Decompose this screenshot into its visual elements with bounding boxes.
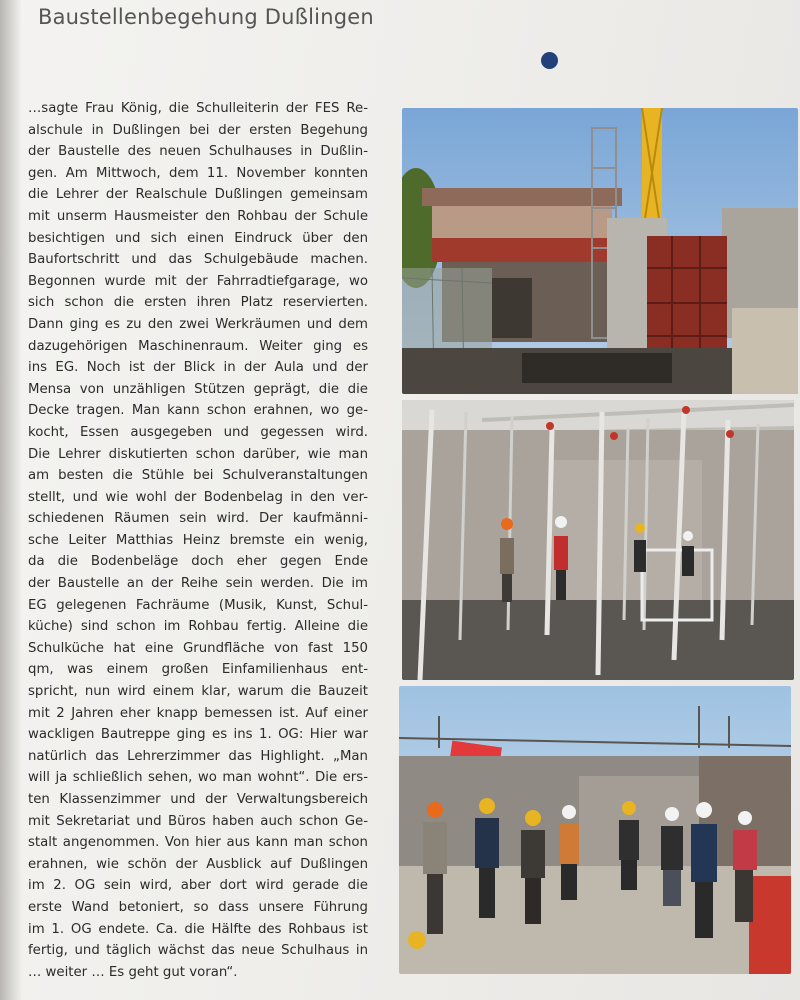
- article-line: Decke tragen. Man kann schon erahnen, wo ge-: [28, 403, 368, 419]
- article-line: schiedenen Räumen sein wird. Der kaufmänni-: [28, 511, 368, 527]
- article-line: am besten die Stühle bei Schulveranstaltungen: [28, 468, 368, 484]
- article-line: sich schon die ersten ihren Platz reservierten.: [28, 295, 368, 311]
- article-line: Baufortschritt und das Schulgebäude machen.: [28, 252, 368, 268]
- article-line: Begonnen wurde mit der Fahrradtiefgarage, wo: [28, 273, 368, 289]
- article-line: Schulküche hat eine Grundfläche von fast 150: [28, 640, 368, 656]
- article-line: die Lehrer der Realschule Dußlingen gemeinsam: [28, 187, 368, 203]
- construction-site-photo: [402, 108, 798, 394]
- article-line: stalt angenommen. Von hier aus kann man schon: [28, 835, 368, 851]
- article-line: der Baustelle des neuen Schulhauses in Dußlin-: [28, 144, 368, 160]
- teachers-group-photo: [399, 686, 791, 974]
- article-text: [28, 98, 368, 983]
- article-line: ins EG. Noch ist der Blick in der Aula und der: [28, 360, 368, 376]
- page-binding-shadow: [0, 0, 22, 1000]
- article-line: will ja schließlich sehen, wo man wohnt“. Die ers-: [28, 770, 368, 786]
- article-line: da die Bodenbeläge doch eher gegen Ende: [28, 554, 368, 570]
- article-line: alschule in Dußlingen bei der ersten Begehung: [28, 122, 368, 138]
- article-line: der Baustelle an der Reihe sein werden. Die im: [28, 576, 368, 592]
- article-line: kocht, Essen ausgegeben und gegessen wird.: [28, 424, 368, 440]
- article-line: fertig, und täglich wächst das neue Schulhaus in: [28, 943, 368, 959]
- article-line: natürlich das Lehrerzimmer das Highlight. „Man: [28, 748, 368, 764]
- article-line: Die Lehrer diskutierten schon darüber, wie man: [28, 446, 368, 462]
- article-line: sche Leiter Matthias Heinz bremste ein wenig,: [28, 532, 368, 548]
- article-line: Mensa von unzähligen Stützen geprägt, die die: [28, 381, 368, 397]
- article-line: im 2. OG sein wird, aber dort wird gerade die: [28, 878, 368, 894]
- article-line: ten Klassenzimmer und der Verwaltungsbereich: [28, 792, 368, 807]
- article-line: erahnen, wie schön der Ausblick auf Dußlingen: [28, 856, 368, 872]
- article-line: … weiter … Es geht gut voran“.: [28, 964, 238, 980]
- decorative-dot: [541, 52, 558, 69]
- article-line: dazugehörigen Maschinenraum. Weiter ging es: [28, 338, 368, 354]
- article-line: küche) sind schon im Rohbau fertig. Alleine die: [28, 619, 368, 635]
- article-line: mit 2 Jahren eher knapp bemessen ist. Auf einer: [28, 705, 368, 721]
- ground-floor-supports-photo: [402, 400, 794, 680]
- article-line: Dann ging es zu den zwei Werkräumen und dem: [28, 316, 368, 332]
- article-line: gen. Am Mittwoch, dem 11. November konnten: [28, 165, 368, 181]
- article-line: mit Sekretariat und Büros haben auch schon Ge-: [28, 813, 368, 829]
- article-line: wackligen Bautreppe ging es ins 1. OG: Hier war: [28, 727, 368, 743]
- article-line: erste Wand betoniert, so dass unsere Führung: [28, 899, 368, 915]
- page-title: Baustellenbegehung Dußlingen: [38, 5, 374, 29]
- article-line: stellt, und wie wohl der Bodenbelag in den ver-: [28, 489, 368, 505]
- article-line: spricht, nun wird einem klar, warum die Bauzeit: [28, 684, 368, 700]
- article-line: im 1. OG endete. Ca. die Hälfte des Rohbaus ist: [28, 921, 368, 937]
- article-line: besichtigen und sich einen Eindruck über den: [28, 230, 368, 246]
- article-line: …sagte Frau König, die Schulleiterin der FES Re-: [28, 101, 368, 116]
- article-line: qm, was einem großen Einfamilienhaus ent-: [28, 662, 368, 678]
- article-line: mit unserm Hausmeister den Rohbau der Schule: [28, 208, 368, 224]
- article-line: EG gelegenen Fachräume (Musik, Kunst, Schul-: [28, 597, 368, 613]
